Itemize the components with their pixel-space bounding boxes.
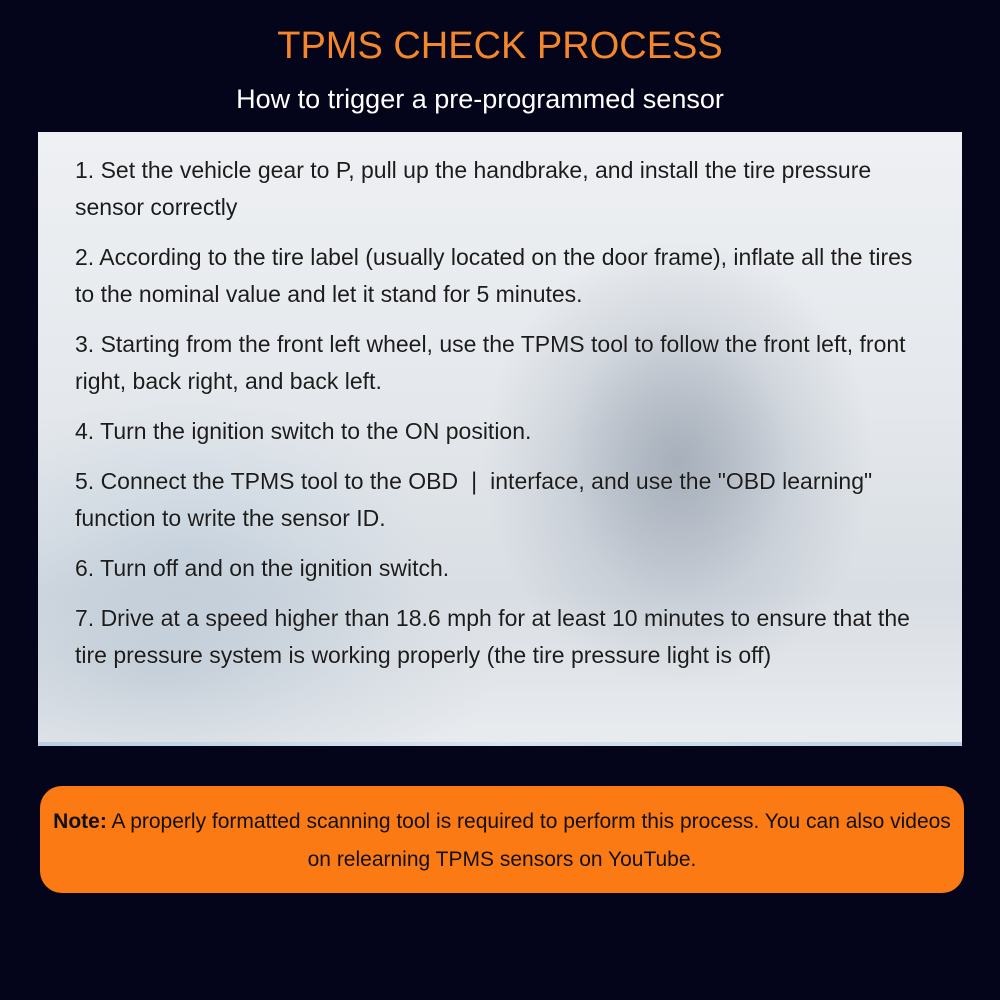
steps-panel <box>38 132 962 746</box>
step-4: 4. Turn the ignition switch to the ON position. <box>75 418 532 444</box>
note-box <box>40 786 964 893</box>
steps-list <box>75 152 935 687</box>
note-content <box>50 803 954 879</box>
note-text: A properly formatted scanning tool is required to perform this process. You can also videos on relearning TPMS sensors on YouTube. <box>106 810 951 871</box>
step-6: 6. Turn off and on the ignition switch. <box>75 555 450 581</box>
panel-divider <box>38 742 962 746</box>
step-3: 3. Starting from the front left wheel, use the TPMS tool to follow the front left, front right, back right, and back left. <box>75 331 906 394</box>
page-title: TPMS CHECK PROCESS <box>277 25 723 67</box>
page-subtitle: How to trigger a pre-programmed sensor <box>236 84 724 114</box>
step-5: 5. Connect the TPMS tool to the OBD ❘ interface, and use the "OBD learning" function to write the sensor ID. <box>75 468 873 531</box>
step-2: 2. According to the tire label (usually located on the door frame), inflate all the tires to the nominal value and let it stand for 5 minutes. <box>75 244 913 307</box>
step-7: 7. Drive at a speed higher than 18.6 mph for at least 10 minutes to ensure that the tire pressure system is working properly (the tire pressure light is off) <box>75 605 910 668</box>
step-1: 1. Set the vehicle gear to P, pull up the handbrake, and install the tire pressure sensor correctly <box>75 157 872 220</box>
note-label: Note: <box>53 810 107 833</box>
